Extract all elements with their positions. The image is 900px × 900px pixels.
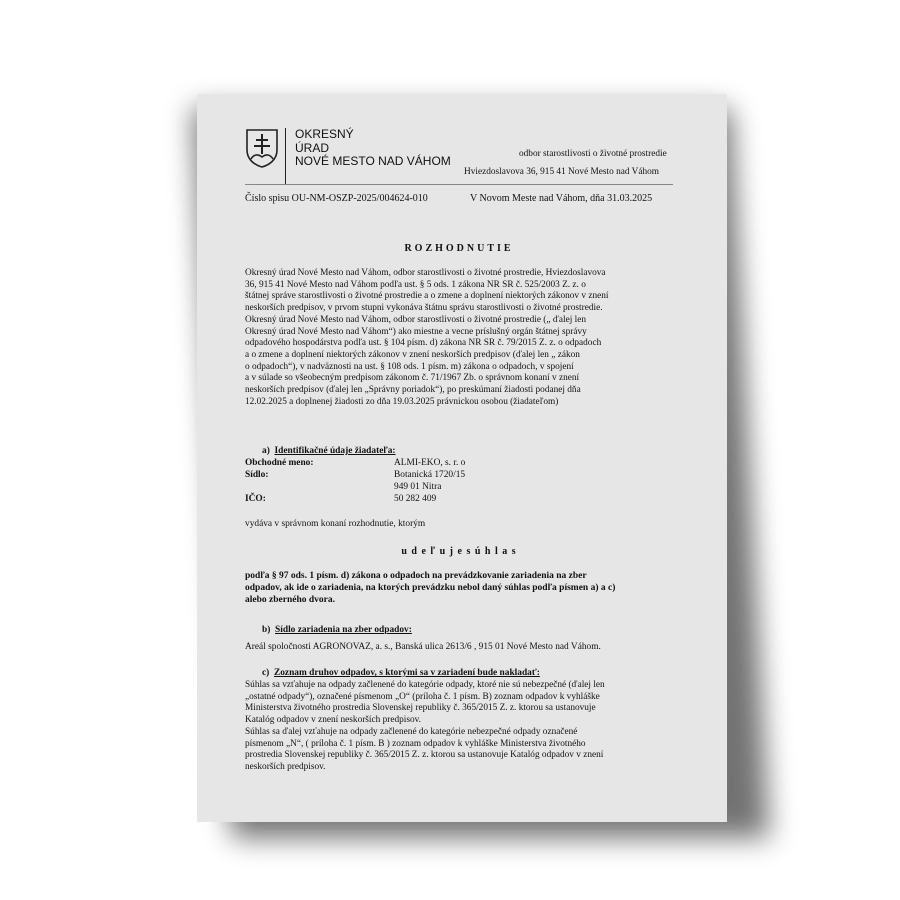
label-seat: Sídlo: xyxy=(245,470,269,480)
issues-text: vydáva v správnom konaní rozhodnutie, ktorým xyxy=(245,519,426,529)
intro-line: a o zmene a doplnení niektorých zákonov v znení neskorších predpisov (ďalej len „ zákon xyxy=(245,349,580,360)
intro-line: 12.02.2025 a doplnenej žiadosti zo dňa 19.03.2025 právnickou osobou (žiadateľom) xyxy=(245,396,559,407)
section-c-title: Zoznam druhov odpadov, s ktorými sa v zariadení bude nakladať: xyxy=(273,668,540,678)
intro-paragraph xyxy=(245,268,671,408)
intro-line: 36, 915 41 Nové Mesto nad Váhom podľa ust. § 5 ods. 1 zákona NR SR č. 525/2003 Z. z. o xyxy=(245,279,586,290)
grant-line: odpadov, ak ide o zariadenia, na ktorých prevádzku nebol daný súhlas podľa písmen a) a c) xyxy=(245,583,616,593)
section-a-title: Identifikačné údaje žiadateľa: xyxy=(274,446,396,456)
waste-line: písmenom „N“, ( príloha č. 1 písm. B ) zoznam odpadov k vyhláške Ministerstva životného xyxy=(245,738,586,749)
intro-line: a v súlade so všeobecným predpisom zákonom č. 71/1967 Zb. o správnom konaní v znení xyxy=(245,373,580,384)
waste-line: neskorších predpisov. xyxy=(245,761,326,772)
label-ico: IČO: xyxy=(245,494,266,504)
grant-line: alebo zberného dvora. xyxy=(245,595,335,605)
section-c-prefix: c) xyxy=(262,668,270,678)
intro-line: o odpadoch“), v nadväznosti na ust. § 108 ods. 1 písm. m) zákona o odpadoch, v spojení xyxy=(245,361,574,372)
waste-types-paragraph xyxy=(245,680,671,774)
section-b-heading xyxy=(262,625,412,635)
facility-address: Areál spoločnosti AGRONOVAZ, a. s., Banská ulica 2613/6 , 915 01 Nové Mesto nad Váhom. xyxy=(245,642,601,652)
grant-paragraph xyxy=(245,570,671,606)
waste-line: prostredia Slovenskej republiky č. 365/2015 Z. z. ktorou sa ustanovuje Katalóg odpadov v znení xyxy=(245,750,604,761)
value-street: Botanická 1720/15 xyxy=(394,470,466,480)
intro-line: neskorších predpisov, v prvom stupni vykonáva štátnu správu starostlivosti o životné prostredie. xyxy=(245,303,603,314)
header-divider xyxy=(285,128,286,184)
waste-line: Súhlas sa ďalej vzťahuje na odpady začlenené do kategórie nebezpečné odpady označené xyxy=(245,726,578,737)
section-a-heading xyxy=(262,446,396,456)
office-line: NOVÉ MESTO NAD VÁHOM xyxy=(295,154,451,168)
department-name: odbor starostlivosti o životné prostredie xyxy=(519,149,667,159)
document-title: ROZHODNUTIE xyxy=(404,243,514,254)
office-line: OKRESNÝ xyxy=(295,127,354,141)
waste-line: „ostatné odpady“), označené písmenom „O“ (príloha č. 1 písm. B) zoznam odpadov k vyhláške xyxy=(245,691,600,702)
file-number: Číslo spisu OU-NM-OSZP-2025/004624-010 xyxy=(245,193,428,204)
waste-line: Ministerstva životného prostredia Slovenskej republiky č. 365/2015 Z. z. ktorou sa ustanovuje xyxy=(245,703,596,714)
office-name xyxy=(295,128,451,169)
value-company-name: ALMI-EKO, s. r. o xyxy=(394,458,466,468)
intro-line: odpadového hospodárstva podľa ust. § 104 písm. d) zákona NR SR č. 79/2015 Z. z. o odpadoch xyxy=(245,338,602,349)
intro-line: neskorších predpisov (ďalej len „Správny poriadok“), po preskúmaní žiadosti podanej dňa xyxy=(245,385,581,396)
office-line: ÚRAD xyxy=(295,140,330,155)
waste-line: Súhlas sa vzťahuje na odpady začlenené do kategórie odpady, ktoré nie sú nebezpečné (ďalej len xyxy=(245,680,605,690)
grant-title: u d e ľ u j e s ú h l a s xyxy=(401,546,517,557)
intro-line: Okresný úrad Nové Mesto nad Váhom, odbor starostlivosti o životné prostredie („ ďalej len xyxy=(245,314,586,325)
place-date: V Novom Meste nad Váhom, dňa 31.03.2025 xyxy=(470,193,653,204)
grant-line: podľa § 97 ods. 1 písm. d) zákona o odpadoch na prevádzkovanie zariadenia na zber xyxy=(245,571,587,581)
intro-line: štátnej správe starostlivosti o životné prostredie a o zmene a doplnení niektorých zákonov v znení xyxy=(245,291,609,302)
slovak-coat-of-arms-icon xyxy=(245,128,279,168)
section-a-prefix: a) xyxy=(262,446,270,456)
header-rule xyxy=(245,184,673,185)
section-b-title: Sídlo zariadenia na zber odpadov: xyxy=(275,625,412,635)
intro-line: Okresný úrad Nové Mesto nad Váhom“) ako miestne a vecne príslušný orgán štátnej správy xyxy=(245,326,587,337)
section-b-prefix: b) xyxy=(262,625,271,635)
section-c-heading xyxy=(262,668,540,678)
label-company-name: Obchodné meno: xyxy=(245,458,314,468)
office-address: Hviezdoslavova 36, 915 41 Nové Mesto nad Váhom xyxy=(464,167,660,177)
waste-line: Katalóg odpadov v znení neskorších predpisov. xyxy=(245,715,421,726)
value-city: 949 01 Nitra xyxy=(394,482,442,492)
value-ico: 50 282 409 xyxy=(394,494,437,504)
intro-line: Okresný úrad Nové Mesto nad Váhom, odbor starostlivosti o životné prostredie, Hviezdoslavova xyxy=(245,268,606,278)
